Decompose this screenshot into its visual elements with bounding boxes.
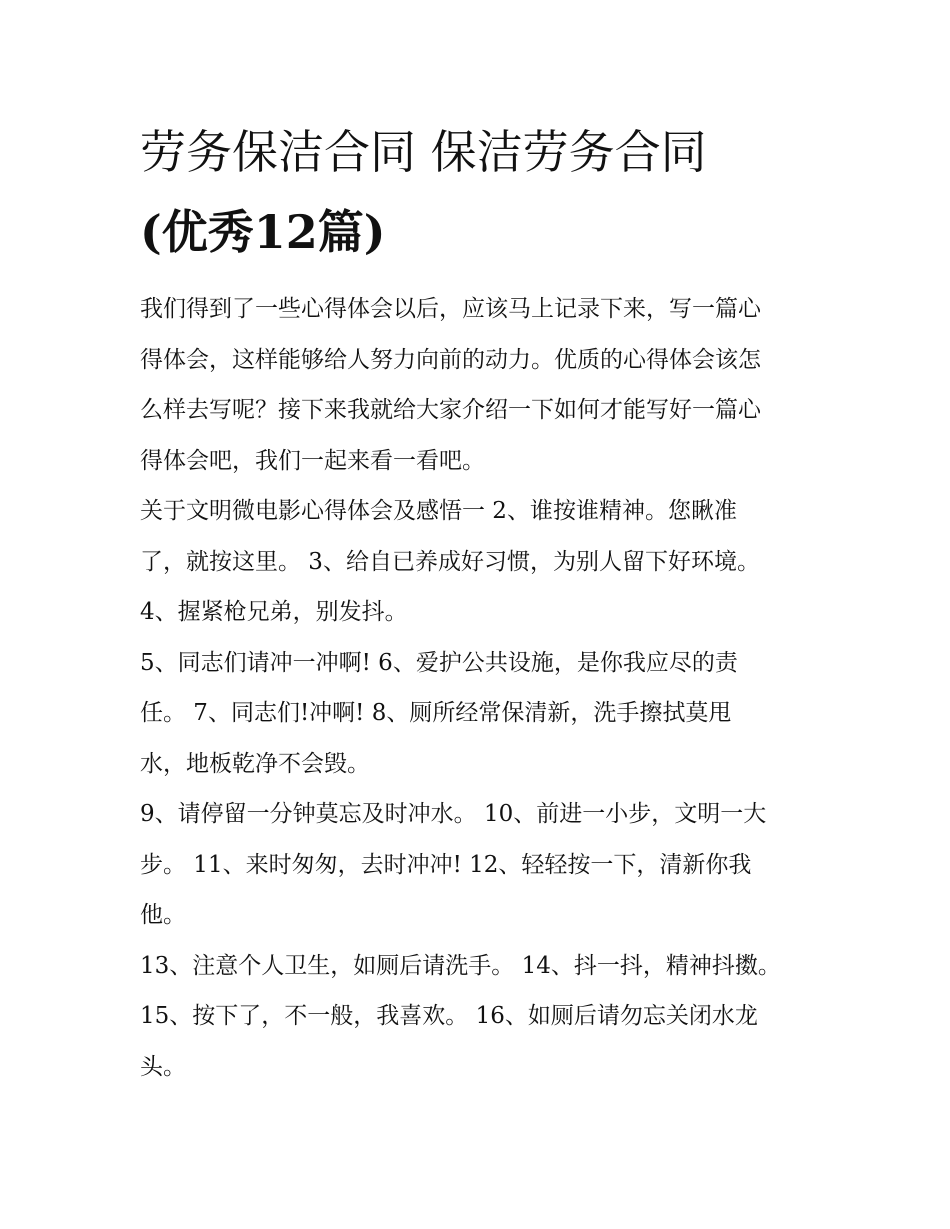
paragraph-slogans-1 — [140, 486, 820, 587]
paragraph-intro — [140, 284, 820, 486]
text-line: 我们得到了一些心得体会以后，应该马上记录下来，写一篇心 — [140, 296, 761, 322]
document-title — [140, 112, 820, 272]
text-line: 得体会，这样能够给人努力向前的动力。优质的心得体会该怎 — [140, 346, 761, 373]
text-line: 5、同志们请冲一冲啊! 6、爱护公共设施，是你我应尽的责 — [140, 649, 738, 676]
text-line: 水，地板乾净不会毁。 — [140, 750, 370, 777]
text-line: 得体会吧，我们一起来看一看吧。 — [140, 447, 485, 474]
title-line-1: 劳务保洁合同 保洁劳务合同 — [140, 125, 707, 179]
text-line: 了，就按这里。 3、给自已养成好习惯，为别人留下好环境。 — [140, 548, 760, 575]
text-line: 步。 11、来时匆匆，去时冲冲! 12、轻轻按一下，清新你我 — [140, 851, 752, 878]
text-line: 任。 7、同志们!冲啊! 8、厕所经常保清新，洗手擦拭莫甩 — [140, 700, 732, 726]
paragraph-slogans-9-12 — [140, 789, 820, 941]
text-line: 头。 — [140, 1053, 186, 1080]
text-line: 他。 — [140, 902, 186, 928]
document-body — [140, 284, 820, 1092]
text-line: 关于文明微电影心得体会及感悟一 2、谁按谁精神。您瞅准 — [140, 498, 737, 524]
title-line-2: (优秀12篇) — [140, 205, 386, 259]
paragraph-slogans-15-16 — [140, 991, 820, 1092]
paragraph-slogans-13-14 — [140, 941, 820, 992]
text-line: 15、按下了，不一般，我喜欢。 16、如厕后请勿忘关闭水龙 — [140, 1003, 758, 1029]
text-line: 么样去写呢？接下来我就给大家介绍一下如何才能写好一篇心 — [140, 397, 761, 423]
text-line: 9、请停留一分钟莫忘及时冲水。 10、前进一小步，文明一大 — [140, 801, 767, 827]
document-content — [140, 112, 820, 1092]
text-line: 13、注意个人卫生，如厕后请洗手。 14、抖一抖，精神抖擞。 — [140, 952, 781, 979]
text-line: 4、握紧枪兄弟，别发抖。 — [140, 599, 408, 625]
paragraph-slogans-5-8 — [140, 638, 820, 790]
paragraph-slogan-4 — [140, 587, 820, 638]
